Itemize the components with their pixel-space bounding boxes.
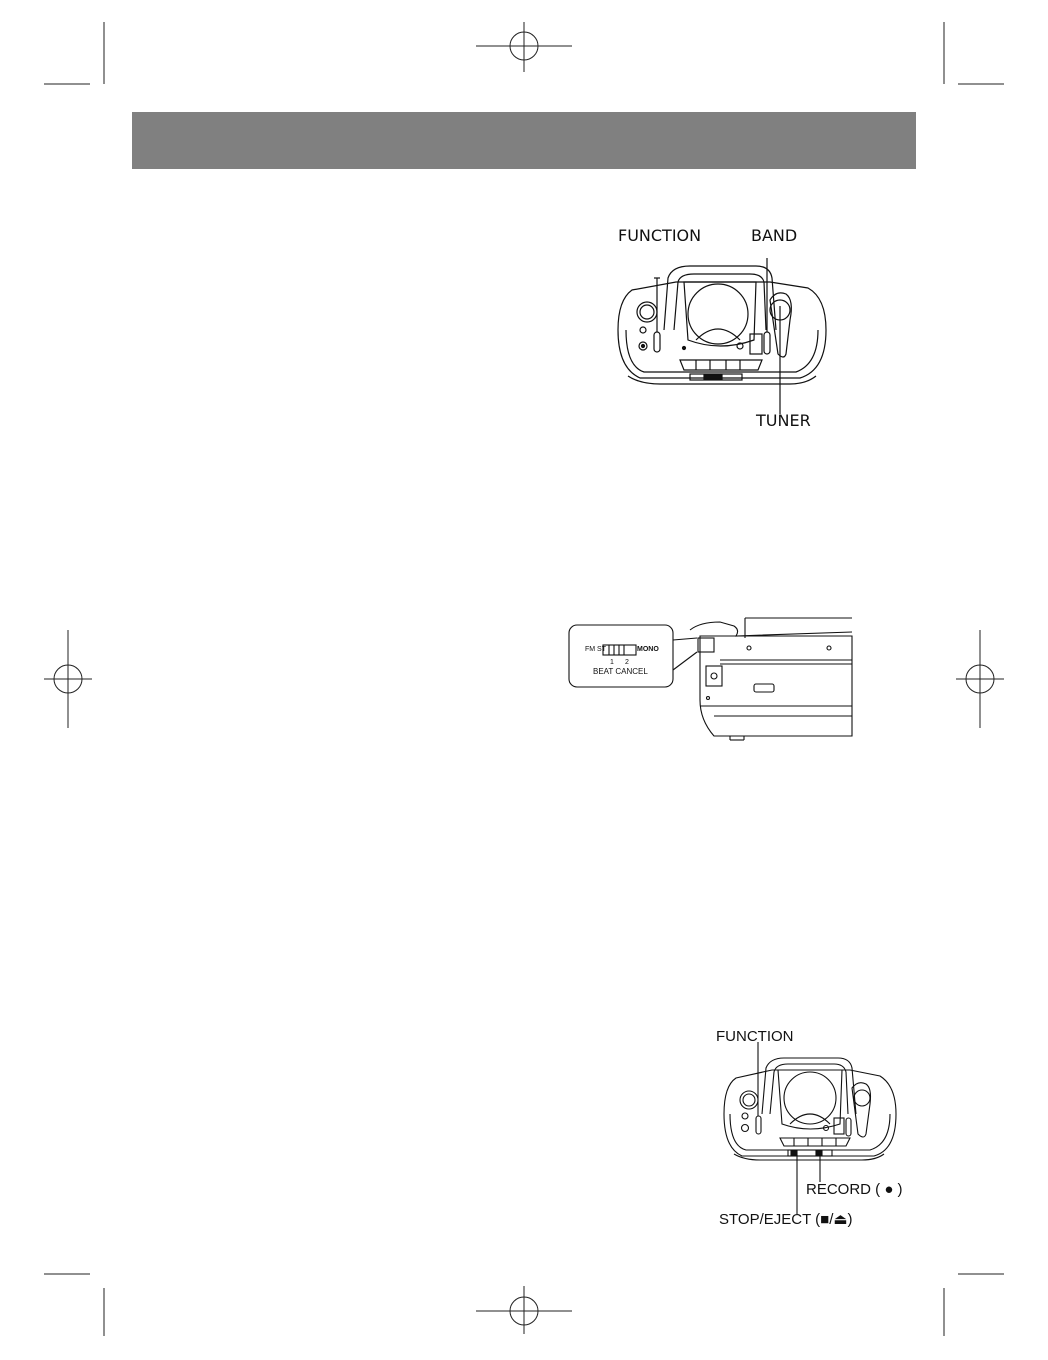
mono-label: MONO <box>637 646 659 653</box>
tuner-label: TUNER <box>756 411 811 430</box>
beat-cancel-label: BEAT CANCEL <box>593 667 648 676</box>
stop-eject-label: STOP/EJECT (■/⏏) <box>719 1211 853 1228</box>
function-label-2: FUNCTION <box>716 1028 794 1045</box>
position-1-label: 1 <box>610 659 614 666</box>
position-2-label: 2 <box>625 659 629 666</box>
fm-st-label: FM ST <box>585 646 606 653</box>
record-label: RECORD ( ● ) <box>806 1181 903 1198</box>
function-label: FUNCTION <box>618 226 702 245</box>
band-label: BAND <box>751 226 798 245</box>
